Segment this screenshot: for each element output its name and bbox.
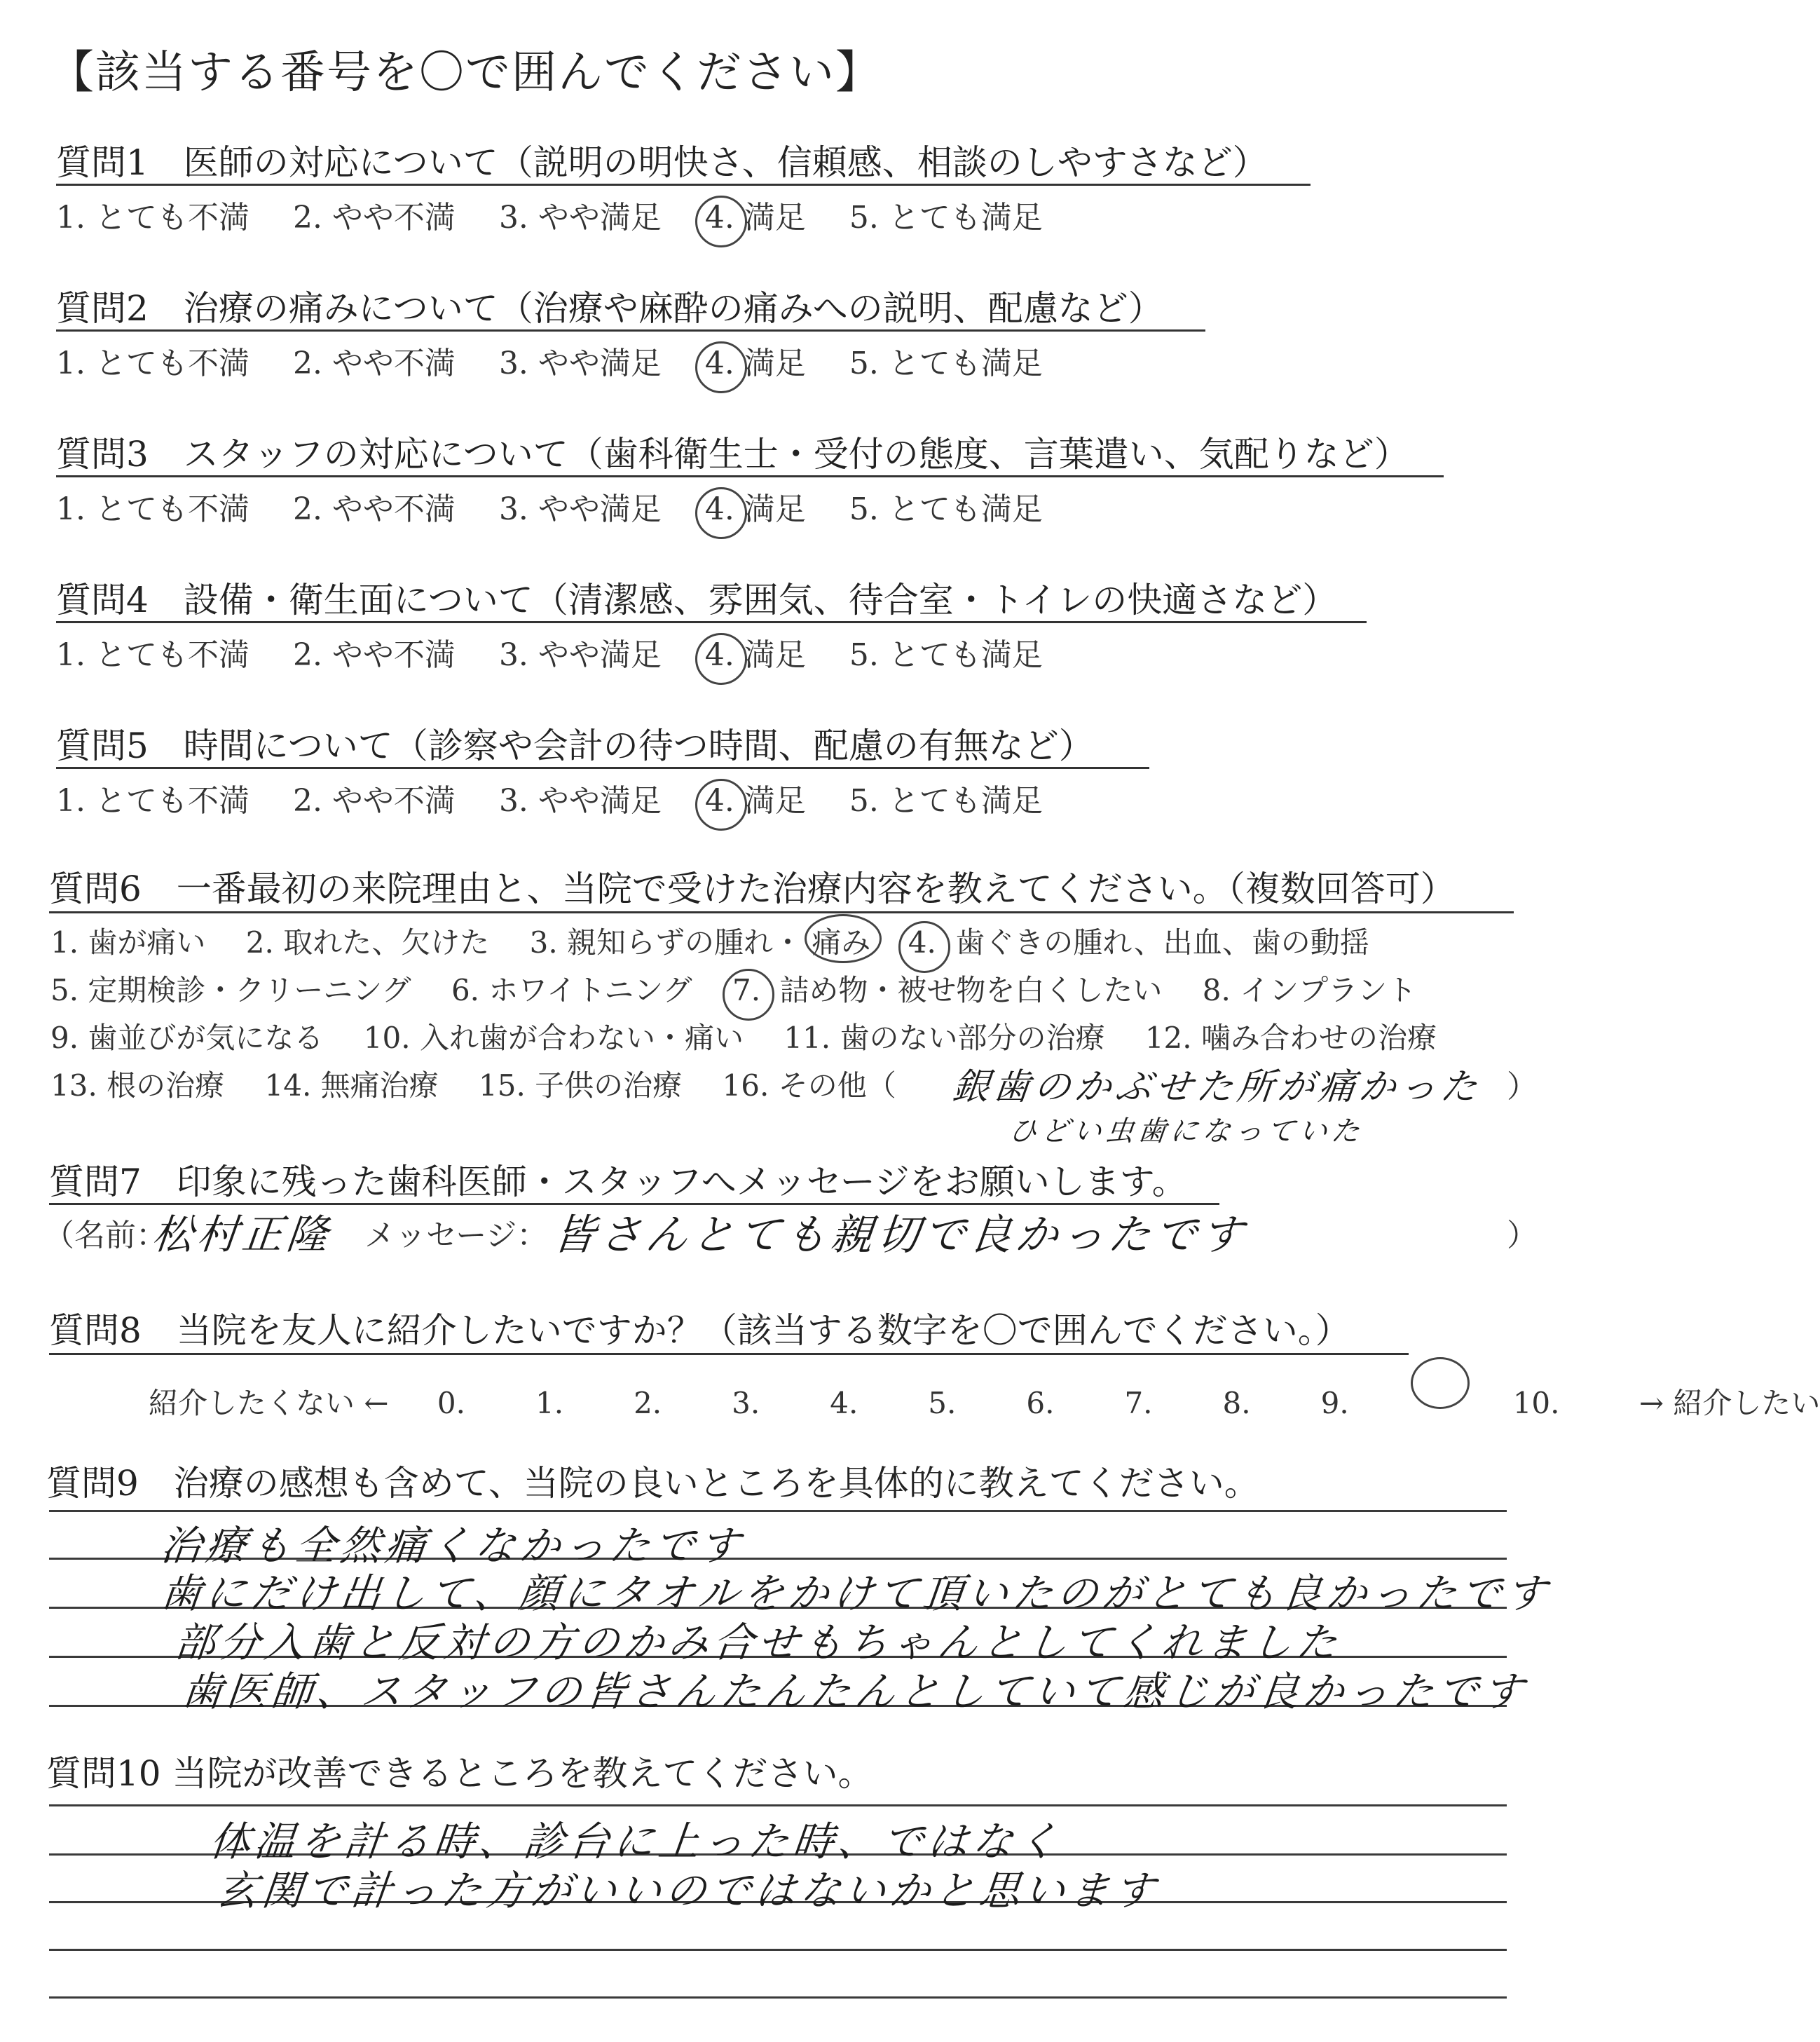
selection-circle xyxy=(695,633,747,685)
q6-row-3 xyxy=(50,1015,1467,1057)
q1-options xyxy=(56,192,1086,237)
q8-heading: 質問8 当院を友人に紹介したいですか？（該当する数字を〇で囲んでください。） xyxy=(49,1310,1350,1351)
q8-left-label: 紹介したくない ← xyxy=(149,1386,389,1420)
q5-option-2[interactable]: 2. やや不満 xyxy=(292,783,456,819)
q4-rule xyxy=(56,621,1367,623)
q6-option-16[interactable]: 16. その他（ xyxy=(722,1068,896,1103)
selection-circle xyxy=(898,921,950,973)
q6-rule xyxy=(49,911,1514,913)
q8-scale-6[interactable] xyxy=(1026,1386,1089,1420)
option-number: 4. xyxy=(704,346,734,381)
q2-option-2[interactable]: 2. やや不満 xyxy=(292,346,456,381)
q4-option-6[interactable]: 5. とても満足 xyxy=(849,637,1043,673)
q6-option-3-pain[interactable] xyxy=(812,920,870,962)
q1-heading: 質問1 医師の対応について（説明の明快さ、信頼感、相談のしやすさなど） xyxy=(56,142,1268,183)
q6-option-7[interactable] xyxy=(732,973,760,1007)
q2-rule xyxy=(56,329,1205,332)
q4-option-2[interactable]: 2. やや不満 xyxy=(292,637,456,673)
q6-heading: 質問6 一番最初の来院理由と、当院で受けた治療内容を教えてください。（複数回答可） xyxy=(49,869,1456,909)
q6-other-handwriting-1[interactable]: 銀歯のかぶせた所が痛かった xyxy=(950,1066,1484,1108)
q9-handwritten-line-1[interactable]: 治療も全然痛くなかったです xyxy=(158,1522,747,1570)
q1-option-3[interactable]: 3. やや満足 xyxy=(498,200,662,236)
q10-answer-line xyxy=(49,1949,1507,1951)
q6-option-6[interactable]: 6. ホワイトニング xyxy=(451,973,692,1007)
q10-answer-line xyxy=(49,1804,1507,1806)
q4-option-3[interactable]: 3. やや満足 xyxy=(498,637,662,673)
q8-scale-number: 9. xyxy=(1320,1386,1349,1420)
q1-option-4[interactable] xyxy=(705,200,734,236)
q10-handwritten-line-1[interactable]: 体温を計る時、診台に上った時、ではなく xyxy=(207,1818,1065,1865)
q7-name-label: （名前： xyxy=(43,1218,167,1253)
q3-option-3[interactable]: 3. やや満足 xyxy=(498,491,662,527)
q7-close-paren: ） xyxy=(1507,1218,1538,1253)
q1-option-5: 満足 xyxy=(744,200,806,236)
page-title: 【該当する番号を〇で囲んでください】 xyxy=(49,47,882,99)
q6-option-11[interactable]: 11. 歯のない部分の治療 xyxy=(784,1021,1105,1055)
q5-option-1[interactable]: 1. とても不満 xyxy=(56,783,249,819)
q3-option-4[interactable] xyxy=(705,491,734,527)
q5-options xyxy=(56,775,1086,820)
q6-option-4-number: 4. xyxy=(908,925,936,960)
q5-option-4[interactable] xyxy=(705,783,734,819)
q2-option-1[interactable]: 1. とても不満 xyxy=(56,346,249,381)
q4-option-5: 満足 xyxy=(744,637,806,673)
q2-option-5: 満足 xyxy=(744,346,806,381)
option-number: 4. xyxy=(704,637,734,673)
q6-option-10[interactable]: 10. 入れ歯が合わない・痛い xyxy=(363,1021,744,1055)
q4-options xyxy=(56,629,1086,674)
q3-heading: 質問3 スタッフの対応について（歯科衛生士・受付の態度、言葉遣い、気配りなど） xyxy=(56,434,1409,475)
q8-scale-number: 5. xyxy=(928,1386,957,1420)
q8-scale-1[interactable] xyxy=(535,1386,598,1420)
q8-scale xyxy=(149,1361,1820,1422)
q1-rule xyxy=(56,184,1311,186)
q8-scale-10[interactable] xyxy=(1419,1361,1595,1420)
selection-circle xyxy=(805,914,882,963)
q1-option-2[interactable]: 2. やや不満 xyxy=(292,200,456,236)
q3-option-6[interactable]: 5. とても満足 xyxy=(849,491,1043,527)
q6-option-4-label: 歯ぐきの腫れ、出血、歯の動揺 xyxy=(955,925,1369,960)
q10-answer-line xyxy=(49,1996,1507,1999)
q6-option-14[interactable]: 14. 無痛治療 xyxy=(264,1068,439,1103)
option-number: 4. xyxy=(704,783,734,819)
q4-option-1[interactable]: 1. とても不満 xyxy=(56,637,249,673)
selection-circle xyxy=(695,779,747,831)
q2-heading: 質問2 治療の痛みについて（治療や麻酔の痛みへの説明、配慮など） xyxy=(56,288,1163,329)
q6-option-13[interactable]: 13. 根の治療 xyxy=(50,1068,225,1103)
q6-option-4[interactable] xyxy=(908,925,936,960)
q6-pain-label: 痛み xyxy=(812,925,871,960)
q6-option-15[interactable]: 15. 子供の治療 xyxy=(479,1068,683,1103)
q6-row-1 xyxy=(50,920,1400,962)
q9-handwritten-line-3[interactable]: 部分入歯と反対の方のかみ合せもちゃんとしてくれました xyxy=(172,1619,1344,1666)
q8-scale-numbers xyxy=(437,1361,1630,1420)
q8-right-label: → 紹介したい xyxy=(1638,1386,1820,1420)
q8-scale-2[interactable] xyxy=(634,1386,697,1420)
q1-option-6[interactable]: 5. とても満足 xyxy=(849,200,1043,236)
q6-option-5[interactable]: 5. 定期検診・クリーニング xyxy=(50,973,411,1007)
q2-option-3[interactable]: 3. やや満足 xyxy=(498,346,662,381)
q6-option-9[interactable]: 9. 歯並びが気になる xyxy=(50,1021,324,1055)
q9-handwritten-line-2[interactable]: 歯にだけ出して、顔にタオルをかけて頂いたのがとても良かったです xyxy=(158,1570,1553,1617)
q2-option-6[interactable]: 5. とても満足 xyxy=(849,346,1043,381)
q9-handwritten-line-4[interactable]: 歯医師、スタッフの皆さんたんたんとしていて感じが良かったです xyxy=(179,1668,1531,1715)
q4-option-4[interactable] xyxy=(705,637,734,673)
q6-row-4 xyxy=(50,1063,927,1105)
selection-circle xyxy=(695,196,747,247)
q5-rule xyxy=(56,767,1149,769)
q7-message-handwriting[interactable]: 皆さんとても親切で良かったです xyxy=(550,1211,1250,1260)
q8-scale-number: 6. xyxy=(1026,1386,1055,1420)
selection-circle xyxy=(695,487,747,539)
q1-option-1[interactable]: 1. とても不満 xyxy=(56,200,249,236)
q10-handwritten-line-2[interactable]: 玄関で計った方がいいのではないかと思います xyxy=(214,1867,1162,1914)
q7-heading: 質問7 印象に残った歯科医師・スタッフへメッセージをお願いします。 xyxy=(49,1162,1187,1202)
q8-scale-8[interactable] xyxy=(1223,1386,1286,1420)
q9-answer-line xyxy=(49,1510,1507,1512)
q10-heading: 質問10 当院が改善できるところを教えてください。 xyxy=(46,1753,873,1794)
q8-scale-3[interactable] xyxy=(732,1386,795,1420)
q8-scale-9[interactable] xyxy=(1321,1386,1384,1420)
selection-circle xyxy=(1411,1357,1470,1409)
q2-options xyxy=(56,338,1086,383)
q8-scale-5[interactable] xyxy=(928,1386,991,1420)
option-number: 4. xyxy=(704,491,734,527)
q3-option-5: 満足 xyxy=(744,491,806,527)
q6-option-3[interactable]: 3. 親知らずの腫れ・ xyxy=(529,925,803,960)
q3-option-2[interactable]: 2. やや不満 xyxy=(292,491,456,527)
q6-row-2 xyxy=(50,967,1447,1009)
q6-option-1[interactable]: 1. 歯が痛い xyxy=(50,925,206,960)
q5-option-5: 満足 xyxy=(744,783,806,819)
q8-scale-number: 0. xyxy=(437,1386,465,1420)
q6-option-2[interactable]: 2. 取れた、欠けた xyxy=(245,925,490,960)
q8-scale-number: 8. xyxy=(1222,1386,1251,1420)
q8-scale-4[interactable] xyxy=(830,1386,893,1420)
q8-scale-number: 10. xyxy=(1512,1386,1560,1420)
q9-heading: 質問9 治療の感想も含めて、当院の良いところを具体的に教えてください。 xyxy=(46,1463,1259,1504)
q8-scale-0[interactable] xyxy=(437,1386,500,1420)
q8-scale-number: 1. xyxy=(535,1386,564,1420)
q3-option-1[interactable]: 1. とても不満 xyxy=(56,491,249,527)
q5-option-3[interactable]: 3. やや満足 xyxy=(498,783,662,819)
q8-scale-7[interactable] xyxy=(1124,1386,1187,1420)
q8-scale-number: 2. xyxy=(634,1386,662,1420)
option-number: 4. xyxy=(704,200,734,236)
q3-options xyxy=(56,484,1086,529)
q5-option-6[interactable]: 5. とても満足 xyxy=(849,783,1043,819)
q6-other-handwriting-2[interactable]: ひどい虫歯になっていた xyxy=(1007,1115,1366,1148)
q6-option-7-label: 詰め物・被せ物を白くしたい xyxy=(779,973,1163,1007)
q8-scale-number: 7. xyxy=(1124,1386,1153,1420)
q8-rule xyxy=(49,1353,1409,1355)
selection-circle xyxy=(695,341,747,393)
q8-scale-number: 3. xyxy=(732,1386,760,1420)
q8-scale-number: 4. xyxy=(830,1386,858,1420)
q3-rule xyxy=(56,475,1444,477)
q7-name-handwriting[interactable]: 松村正隆 xyxy=(149,1211,335,1258)
q6-other-close-paren: ） xyxy=(1507,1069,1538,1105)
selection-circle xyxy=(723,969,774,1021)
q4-heading: 質問4 設備・衛生面について（清潔感、雰囲気、待合室・トイレの快適さなど） xyxy=(56,580,1338,620)
q6-option-12[interactable]: 12. 噛み合わせの治療 xyxy=(1144,1021,1437,1055)
q2-option-4[interactable] xyxy=(705,346,734,381)
q5-heading: 質問5 時間について（診察や会計の待つ時間、配慮の有無など） xyxy=(56,726,1094,766)
q7-message-label: メッセージ： xyxy=(364,1218,548,1253)
q6-option-8[interactable]: 8. インプラント xyxy=(1202,973,1417,1007)
q6-option-7-number: 7. xyxy=(732,973,761,1007)
